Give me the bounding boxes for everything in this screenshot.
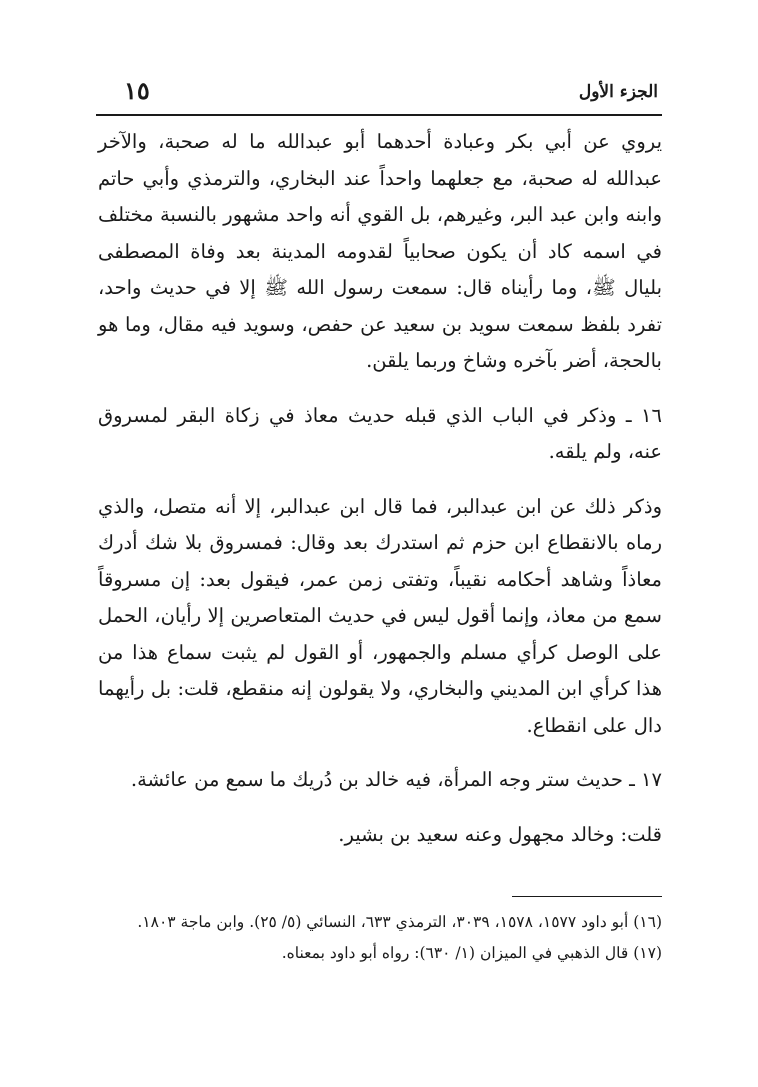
paragraph-spacer (98, 744, 662, 762)
page-number: ١٥ (124, 76, 150, 105)
main-text (98, 124, 662, 853)
footnote-divider (512, 896, 662, 897)
paragraph-2: ١٦ ـ وذكر في الباب الذي قبله حديث معاذ في زكاة البقر لمسروق عنه، ولم يلقه. (98, 403, 662, 463)
footnote-17: (١٧) قال الذهبي في الميزان (١/ ٦٣٠): رواه أبو داود بمعناه. (281, 944, 662, 962)
footnotes-section (98, 896, 662, 969)
running-title: الجزء الأول (578, 82, 658, 102)
footnote-list (98, 907, 662, 969)
paragraph-spacer (98, 471, 662, 489)
footnote-16: (١٦) أبو داود ١٥٧٧، ١٥٧٨، ٣٠٣٩، الترمذي ٦٣٣، النسائي (٥/ ٢٥). وابن ماجة ١٨٠٣. (137, 913, 662, 931)
paragraph-3: وذكر ذلك عن ابن عبدالبر، فما قال ابن عبدالبر، إلا أنه متصل، والذي رماه بالانقطاع ابن حزم ثم استدرك بعد وقال: فمسروق بلا شك أدرك معاذاً وشاهد أحكامه نقيباً، وتفتى زمن عمر، فيقول بعد: إن مسروقاً سمع من معاذ، وإنما أقول ليس في حديث المتعاصرين إلا رأيان، الحمل على الوصل كرأي مسلم والجمهور، أو القول لم يثبت سماع هذا من هذا كرأي ابن المديني والبخاري، ولا يقولون إنه منقطع، قلت: بل رأيهما دال على انقطاع. (98, 494, 662, 737)
paragraph-5: قلت: وخالد مجهول وعنه سعيد بن بشير. (338, 822, 662, 846)
page-header (96, 74, 662, 116)
paragraph-1: يروي عن أبي بكر وعبادة أحدهما أبو عبدالله ما له صحبة، والآخر عبدالله له صحبة، مع جعلهما واحداً عند البخاري، والترمذي وأبي حاتم وابنه وابن عبد البر، وغيرهم، بل القوي أنه واحد مشهور بالنسبة مختلف في اسمه كاد أن يكون صحابياً لقدومه المدينة بعد وفاة المصطفى بليال ﷺ، وما رأيناه قال: سمعت رسول الله ﷺ إلا في حديث واحد، تفرد بلفظ سمعت سويد بن سعيد عن حفص، وسويد فيه مقال، وما هو بالحجة، أضر بآخره وشاخ وربما يلقن. (98, 130, 662, 372)
paragraph-4: ١٧ ـ حديث ستر وجه المرأة، فيه خالد بن دُريك ما سمع من عائشة. (130, 768, 662, 791)
paragraph-spacer (98, 799, 662, 817)
paragraph-spacer (98, 380, 662, 398)
